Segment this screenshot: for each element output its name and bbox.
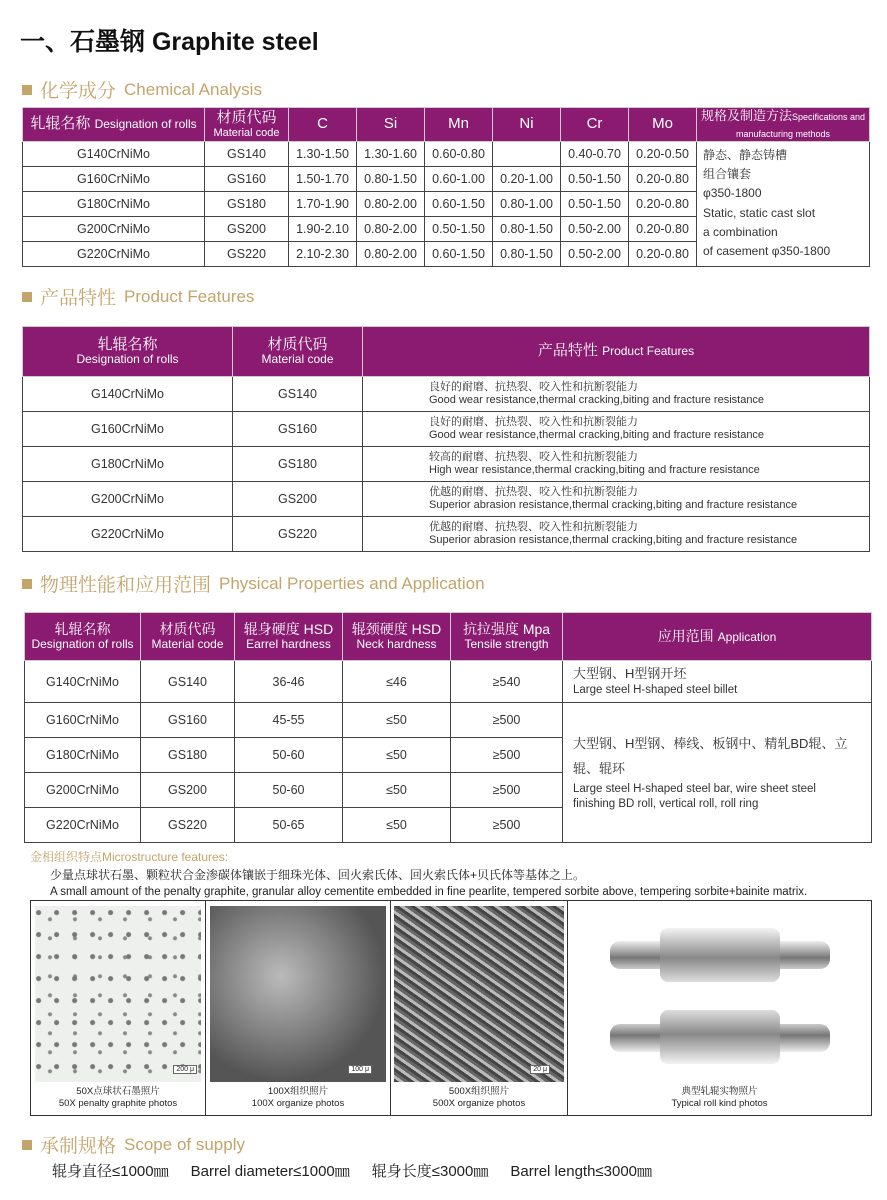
- table-row: [23, 412, 870, 447]
- supply-item: 辊身长度≤3000㎜: [371, 1163, 489, 1180]
- spec-line: Static, static cast slot: [703, 205, 816, 220]
- cell-mo: 0.20-0.80: [629, 192, 697, 217]
- col-neck-hardness: [343, 613, 451, 661]
- cell-features: [363, 412, 870, 447]
- cell-material-code: GS140: [205, 142, 289, 167]
- photo-caption-en: 100X organize photos: [251, 1097, 345, 1109]
- cell-material-code: GS180: [205, 192, 289, 217]
- application-cn: 大型钢、H型钢、棒线、板钢中、精轧BD辊、立辊、辊环: [573, 736, 848, 777]
- product-features-table: [22, 326, 870, 552]
- spec-line: 组合镶套: [703, 167, 752, 182]
- header-cn: 轧辊名称: [30, 115, 91, 133]
- cell-features: [363, 447, 870, 482]
- cell-features: [363, 517, 870, 552]
- scale-bar: 200 μ: [173, 1065, 197, 1074]
- header-en: Designation of rolls: [94, 117, 197, 132]
- cell-material-code: GS140: [233, 377, 363, 412]
- cell-barrel-hardness: 45-55: [235, 703, 343, 738]
- cell-barrel-hardness: 50-60: [235, 773, 343, 808]
- section-heading-features: [22, 283, 254, 310]
- feature-cn: 良好的耐磨、抗热裂、咬入性和抗断裂能力: [429, 415, 638, 428]
- table-row: [23, 377, 870, 412]
- table-row: [25, 661, 872, 703]
- header-en: Earrel hardness: [246, 636, 331, 651]
- header-cn: 产品特性: [537, 342, 598, 360]
- header-en: Material code: [261, 352, 334, 367]
- cell-ni: 0.80-1.50: [493, 242, 561, 267]
- photo-caption-en: 500X organize photos: [432, 1097, 526, 1109]
- photo-panel: [391, 901, 568, 1115]
- cell-designation: G180CrNiMo: [23, 447, 233, 482]
- cell-material-code: GS180: [141, 738, 235, 773]
- feature-en: High wear resistance,thermal cracking,biting and fracture resistance: [429, 464, 760, 476]
- spec-line: a combination: [703, 224, 778, 239]
- feature-en: Superior abrasion resistance,thermal cracking,biting and fracture resistance: [429, 499, 798, 511]
- cell-material-code: GS200: [141, 773, 235, 808]
- header-en: Material code: [151, 636, 224, 651]
- cell-designation: G220CrNiMo: [23, 517, 233, 552]
- table-row: [23, 517, 870, 552]
- cell-neck-hardness: ≤50: [343, 703, 451, 738]
- col-mo: Mo: [629, 108, 697, 142]
- header-cn: 轧辊名称: [97, 335, 158, 353]
- col-designation: [23, 327, 233, 377]
- cell-designation: G200CrNiMo: [23, 217, 205, 242]
- cell-si: 0.80-2.00: [357, 192, 425, 217]
- cell-cr: 0.50-2.00: [561, 217, 629, 242]
- microstructure-en: A small amount of the penalty graphite, granular alloy cementite embedded in fine pearlite, tempered sorbite above, tempering sorbite+bainite matrix.: [50, 886, 808, 898]
- roll-photo: [600, 906, 840, 1082]
- col-designation: [23, 108, 205, 142]
- supply-specs: [52, 1160, 652, 1181]
- col-material-code: [141, 613, 235, 661]
- cell-material-code: GS200: [205, 217, 289, 242]
- table-row: [25, 703, 872, 738]
- cell-designation: G160CrNiMo: [23, 167, 205, 192]
- col-material-code: [233, 327, 363, 377]
- section-heading-supply: [22, 1131, 245, 1158]
- photo-panel: [568, 901, 871, 1115]
- cell-neck-hardness: ≤50: [343, 808, 451, 843]
- bullet-square-icon: [22, 579, 32, 589]
- header-cn: 抗拉强度 Mpa: [462, 621, 551, 638]
- section-heading-chemical: [22, 76, 262, 103]
- cell-neck-hardness: ≤46: [343, 661, 451, 703]
- cell-c: 2.10-2.30: [289, 242, 357, 267]
- cell-material-code: GS220: [233, 517, 363, 552]
- table-row: [23, 482, 870, 517]
- header-en: Material code: [213, 126, 280, 139]
- col-mn: Mn: [425, 108, 493, 142]
- header-en: Product Features: [602, 344, 695, 359]
- photo-caption-cn: 500X组织照片: [448, 1086, 510, 1097]
- organize-500x-photo: [394, 906, 564, 1082]
- heading-en: Physical Properties and Application: [219, 573, 485, 593]
- spec-line: 静态、静态铸槽: [703, 148, 788, 162]
- cell-barrel-hardness: 50-65: [235, 808, 343, 843]
- header-cn: 轧辊名称: [54, 621, 111, 638]
- table-row: [23, 142, 870, 167]
- cell-designation: G160CrNiMo: [25, 703, 141, 738]
- heading-cn: 化学成分: [40, 81, 117, 102]
- col-cr: Cr: [561, 108, 629, 142]
- page-title: 一、石墨钢 Graphite steel: [20, 28, 319, 56]
- photo-caption-cn: 50X点球状石墨照片: [76, 1086, 160, 1097]
- cell-mo: 0.20-0.80: [629, 167, 697, 192]
- heading-cn: 产品特性: [40, 288, 117, 309]
- cell-designation: G180CrNiMo: [23, 192, 205, 217]
- header-cn: 材质代码: [159, 621, 216, 638]
- header-cn: 辊颈硬度 HSD: [351, 621, 442, 638]
- cell-application: [563, 661, 872, 703]
- graphite-50x-photo: [35, 906, 201, 1082]
- header-cn: 规格及制造方法: [700, 108, 792, 123]
- header-en: Application: [717, 629, 777, 644]
- cell-ni: 0.20-1.00: [493, 167, 561, 192]
- cell-mo: 0.20-0.50: [629, 142, 697, 167]
- table-header-row: [25, 613, 872, 661]
- header-en: Designation of rolls: [76, 352, 179, 367]
- cell-ni: 0.80-1.00: [493, 192, 561, 217]
- cell-mn: 0.60-0.80: [425, 142, 493, 167]
- cell-material-code: GS160: [205, 167, 289, 192]
- bullet-square-icon: [22, 85, 32, 95]
- cell-cr: 0.50-1.50: [561, 167, 629, 192]
- bullet-square-icon: [22, 1140, 32, 1150]
- photo-caption-cn: 100X组织照片: [267, 1086, 329, 1097]
- feature-cn: 较高的耐磨、抗热裂、咬入性和抗断裂能力: [429, 450, 638, 463]
- header-en: Tensile strength: [464, 636, 549, 651]
- table-header-row: [23, 327, 870, 377]
- cell-designation: G140CrNiMo: [25, 661, 141, 703]
- photo-strip: [30, 900, 872, 1116]
- cell-mo: 0.20-0.80: [629, 242, 697, 267]
- cell-tensile-strength: ≥500: [451, 738, 563, 773]
- cell-tensile-strength: ≥540: [451, 661, 563, 703]
- cell-features: [363, 482, 870, 517]
- supply-item: 辊身直径≤1000㎜: [52, 1163, 169, 1180]
- cell-mn: 0.50-1.50: [425, 217, 493, 242]
- col-designation: [25, 613, 141, 661]
- scale-bar: 20 μ: [530, 1065, 550, 1074]
- header-cn: 应用范围: [657, 627, 714, 644]
- supply-item: Barrel length≤3000㎜: [510, 1163, 653, 1180]
- chemical-analysis-table: [22, 107, 870, 267]
- bullet-square-icon: [22, 292, 32, 302]
- cell-neck-hardness: ≤50: [343, 773, 451, 808]
- cell-c: 1.90-2.10: [289, 217, 357, 242]
- photo-panel: [31, 901, 206, 1115]
- cell-mn: 0.60-1.50: [425, 242, 493, 267]
- cell-material-code: GS140: [141, 661, 235, 703]
- application-cn: 大型钢、H型钢开坯: [573, 666, 687, 681]
- header-cn: 材质代码: [267, 335, 328, 353]
- spec-line: φ350-1800: [703, 186, 762, 201]
- col-ni: Ni: [493, 108, 561, 142]
- microstructure-heading: 金相组织特点Microstructure features:: [30, 850, 229, 864]
- microstructure-cn: 少量点球状石墨、颗粒状合金渗碳体镶嵌于细珠光体、回火索氏体、回火索氏体+贝氏体等基体之上。: [50, 868, 586, 882]
- photo-panel: [206, 901, 391, 1115]
- table-row: [23, 447, 870, 482]
- feature-en: Good wear resistance,thermal cracking,biting and fracture resistance: [429, 394, 765, 406]
- feature-en: Good wear resistance,thermal cracking,biting and fracture resistance: [429, 429, 765, 441]
- organize-100x-photo: [210, 906, 386, 1082]
- cell-designation: G180CrNiMo: [25, 738, 141, 773]
- spec-line: of casement φ350-1800: [703, 243, 831, 258]
- cell-material-code: GS200: [233, 482, 363, 517]
- cell-neck-hardness: ≤50: [343, 738, 451, 773]
- cell-designation: G200CrNiMo: [25, 773, 141, 808]
- photo-caption-en: 50X penalty graphite photos: [58, 1097, 178, 1109]
- cell-tensile-strength: ≥500: [451, 703, 563, 738]
- col-features: [363, 327, 870, 377]
- cell-designation: G140CrNiMo: [23, 142, 205, 167]
- cell-application: [563, 703, 872, 843]
- cell-designation: G140CrNiMo: [23, 377, 233, 412]
- feature-en: Superior abrasion resistance,thermal cracking,biting and fracture resistance: [429, 534, 798, 546]
- cell-ni: 0.80-1.50: [493, 217, 561, 242]
- cell-si: 1.30-1.60: [357, 142, 425, 167]
- header-en: Specifications and manufacturing methods: [735, 112, 866, 139]
- cell-cr: 0.40-0.70: [561, 142, 629, 167]
- feature-cn: 良好的耐磨、抗热裂、咬入性和抗断裂能力: [429, 380, 638, 393]
- heading-cn: 物理性能和应用范围: [40, 575, 212, 596]
- cell-tensile-strength: ≥500: [451, 773, 563, 808]
- scale-bar: 100 μ: [348, 1065, 372, 1074]
- cell-spec: [697, 142, 870, 267]
- cell-designation: G220CrNiMo: [23, 242, 205, 267]
- cell-c: 1.70-1.90: [289, 192, 357, 217]
- microstructure-text: [30, 848, 807, 901]
- cell-material-code: GS160: [233, 412, 363, 447]
- col-spec: [697, 108, 870, 142]
- col-tensile-strength: [451, 613, 563, 661]
- supply-item: Barrel diameter≤1000㎜: [190, 1163, 350, 1180]
- cell-si: 0.80-2.00: [357, 217, 425, 242]
- cell-c: 1.50-1.70: [289, 167, 357, 192]
- cell-material-code: GS180: [233, 447, 363, 482]
- cell-features: [363, 377, 870, 412]
- col-c: C: [289, 108, 357, 142]
- cell-tensile-strength: ≥500: [451, 808, 563, 843]
- heading-en: Scope of supply: [124, 1134, 245, 1154]
- heading-cn: 承制规格: [40, 1136, 117, 1157]
- header-cn: 材质代码: [216, 109, 277, 127]
- section-heading-physical: [22, 570, 485, 597]
- col-barrel-hardness: [235, 613, 343, 661]
- cell-mo: 0.20-0.80: [629, 217, 697, 242]
- cell-designation: G200CrNiMo: [23, 482, 233, 517]
- photo-caption-cn: 典型轧辊实物照片: [681, 1086, 758, 1097]
- heading-en: Product Features: [124, 286, 255, 306]
- cell-si: 0.80-2.00: [357, 242, 425, 267]
- header-en: Designation of rolls: [31, 636, 134, 651]
- col-material-code: [205, 108, 289, 142]
- cell-cr: 0.50-2.00: [561, 242, 629, 267]
- cell-material-code: GS220: [205, 242, 289, 267]
- heading-en: Chemical Analysis: [124, 79, 262, 99]
- cell-designation: G220CrNiMo: [25, 808, 141, 843]
- cell-cr: 0.50-1.50: [561, 192, 629, 217]
- cell-barrel-hardness: 36-46: [235, 661, 343, 703]
- application-en: Large steel H-shaped steel bar, wire sheet steel finishing BD roll, vertical roll, roll ring: [573, 782, 816, 811]
- cell-c: 1.30-1.50: [289, 142, 357, 167]
- application-en: Large steel H-shaped steel billet: [573, 683, 738, 696]
- cell-ni: [493, 142, 561, 167]
- header-cn: 辊身硬度 HSD: [243, 621, 334, 638]
- photo-caption-en: Typical roll kind photos: [671, 1097, 768, 1109]
- feature-cn: 优越的耐磨、抗热裂、咬入性和抗断裂能力: [429, 520, 638, 533]
- feature-cn: 优越的耐磨、抗热裂、咬入性和抗断裂能力: [429, 485, 638, 498]
- header-en: Neck hardness: [356, 636, 437, 651]
- cell-si: 0.80-1.50: [357, 167, 425, 192]
- col-si: Si: [357, 108, 425, 142]
- cell-barrel-hardness: 50-60: [235, 738, 343, 773]
- cell-designation: G160CrNiMo: [23, 412, 233, 447]
- cell-material-code: GS160: [141, 703, 235, 738]
- cell-material-code: GS220: [141, 808, 235, 843]
- col-application: [563, 613, 872, 661]
- cell-mn: 0.60-1.00: [425, 167, 493, 192]
- cell-mn: 0.60-1.50: [425, 192, 493, 217]
- physical-properties-table: [24, 612, 872, 843]
- table-header-row: [23, 108, 870, 142]
